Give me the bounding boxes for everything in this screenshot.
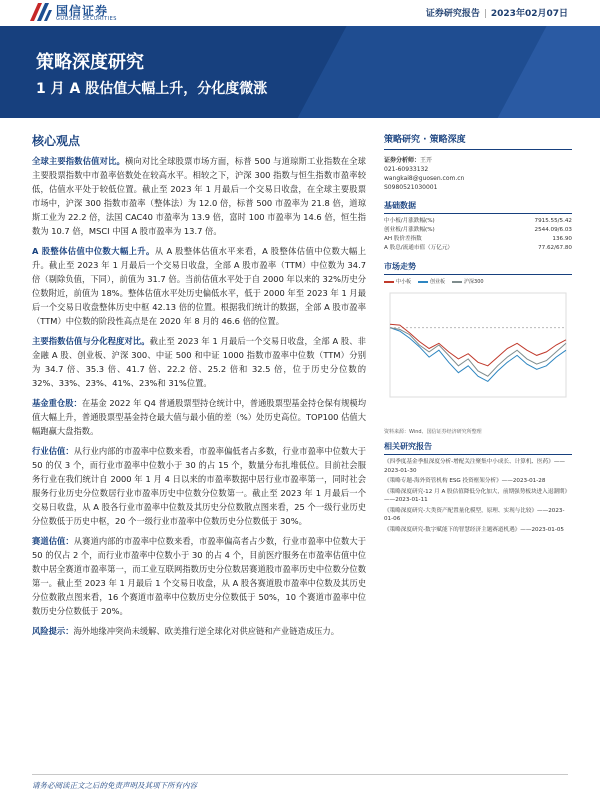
logo-text-en: GUOSEN SECURITIES (56, 16, 117, 22)
series-line-0 (390, 324, 566, 366)
related-report-item[interactable]: 《四季度基金季报深度分析-增配关注聚集中小成长、计算机、医药》——2023-01-30 (384, 459, 566, 474)
related-report-item[interactable]: 《策略专题-海外资管机构 ESG 投资框架分析》——2023-01-28 (384, 478, 546, 484)
report-category-title: 策略深度研究 (36, 52, 144, 73)
market-row: AH 股价差指数 136.90 (384, 236, 572, 242)
paragraph-a-share-valuation: A 股整体估值中位数大幅上升。从 A 股整体估值水平来看，A 股整体估值中位数大幅上升。截止至 2023 年 1 月最后一个交易日收盘，全部 A 股市盈率（TTM）中位数为 34.7 倍（剔除负值，下同），前值为 31.7 倍。当前估值水平处于自 2000 年以来的 32%历史分位数附近，前值为 18%。整体估值水平处历史偏低水平，低于 2000 年至 2023 年 1 月最后一个交易日收盘整体历史中枢 42.13 倍的位置。根据我们统计的数据，全部 A 股市盈率（TTM）中位数的阶段性高点是在 2020 年 8 月的 46.6 倍的位置。 (32, 246, 367, 326)
analyst-info (384, 156, 572, 192)
series-line-2 (390, 328, 566, 377)
market-row: 创业板/月涨跌幅(%) 2544.09/6.03 (384, 227, 572, 233)
side-column (384, 132, 572, 536)
analyst-cert: S0980521030001 (384, 184, 438, 191)
paragraph-fund-holdings: 基金重仓股：在基金 2022 年 Q4 普通股票型持仓统计中，普通股票型基金持仓保有规模均值大幅上升，普通股票型基金持仓最大值与最小值的差（%）处历史高位。TOP100 估值大幅跑赢大盘指数。 (32, 398, 366, 436)
report-date: 2023年02月07日 (490, 9, 568, 19)
related-reports-title: 相关研究报告 (384, 441, 572, 455)
analyst-phone: 021-60933132 (384, 166, 429, 173)
header-bar (0, 0, 600, 26)
column-title: 策略研究 · 策略深度 (384, 132, 572, 150)
paragraph-index-valuation: 主要指数估值与分化程度对比。截止至 2023 年 1 月最后一个交易日收盘，全部 A 股、非金融 A 股、创业板、沪深 300、中证 500 和中证 1000 指数市盈率中位数（TTM）分别为 34.7 倍、35.3 倍、41.7 倍、22.2 倍、25.2 倍和 32.5 倍，位于历史分位数的 32%、33%、23%、41%、23%和 31%位置。 (32, 336, 366, 388)
separator: | (483, 9, 487, 19)
market-row: 中小板/月涨跌幅(%) 7915.55/5.42 (384, 218, 572, 224)
disclaimer-note: 请务必阅读正文之后的免责声明及其项下所有内容 (32, 781, 197, 790)
guosen-logo (30, 1, 146, 23)
market-data-title: 基础数据 (384, 200, 572, 214)
market-trend-title: 市场走势 (384, 261, 572, 275)
legend-item: 沪深300 (452, 278, 484, 285)
trend-chart-svg (384, 287, 572, 407)
report-type-label: 证券研究报告 (425, 9, 480, 19)
logo-text-cn: 国信证券 (56, 4, 109, 18)
paragraph-global-valuation: 全球主要指数估值对比。横向对比全球股票市场方面，标普 500 与道琼斯工业指数在全球主要股票指数中市盈率倍数处在较高水平。相较之下，沪深 300 指数与恒生指数市盈率较低，估值水平处于较低位置。截止至 2023 年 1 月最后一个交易日收盘，在全球主要股票市场中，沪深 300 指数市盈率（整体法）为 12.0 倍，标普 500 市盈率为 21.8 倍，道琼斯工业为 22.2 倍，法国 CAC40 市盈率为 13.9 倍，富时 100 市盈率为 14.6 倍，恒生指数为 10.7 倍，MSCI 中国 A 股市盈率为 13.7 倍。 (32, 156, 366, 236)
market-trend-chart (384, 287, 572, 425)
related-report-item[interactable]: 《策略深度研究-数字赋能下的智慧经济主题赛道机遇》——2023-01-05 (384, 526, 564, 533)
logo-mark-icon (30, 3, 52, 21)
main-column (32, 132, 366, 644)
paragraph-risk-warning: 风险提示：海外地缘冲突尚未缓解、欧美推行逆全球化对供应链和产业链造成压力。 (32, 626, 340, 636)
page-footer (0, 768, 600, 800)
title-banner (0, 26, 600, 118)
chart-source: 资料来源：Wind、国信证券经济研究所整理 (384, 429, 482, 435)
paragraph-industry-valuation: 行业估值：从行业内部的市盈率中位数来看，市盈率偏低者占多数，行业市盈率中位数大于 50 的仅 3 个，而行业市盈率中位数小于 30 的占 15 个，数量分布扎堆低位。目前社会服务行业在我们统计自 2000 年 1 月 4 日以来的市盈率数据中居行业市盈率第一，同时社会服务行业历史分位数居行业市盈率历史中位数分位数第一。截止至 2023 年 1 月最后一个交易日收盘，从 A 股各行业市盈率中位数及其历史分位数散点图来看，25 个一级行业历史分位数低于历史中枢，20 个一级行业市盈率中位数历史分位数低于 30%。 (32, 446, 366, 526)
related-reports-list (384, 458, 572, 534)
report-type (426, 6, 568, 19)
analyst-line: 证券分析师：王开 (384, 157, 433, 164)
core-views-title: 核心观点 (32, 134, 81, 148)
legend-item: 创业板 (418, 278, 445, 285)
chart-frame (390, 293, 566, 397)
footer-divider (32, 774, 568, 775)
chart-legend (384, 278, 572, 285)
analyst-email[interactable]: wangkai8@guosen.com.cn (384, 175, 465, 182)
paragraph-sector-valuation: 赛道估值：从赛道内部的市盈率中位数来看，市盈率偏高者占少数，行业市盈率中位数大于 50 的仅占 2 个，而行业市盈率中位数小于 30 的占 4 个，目前医疗服务在市盈率估值中位数中居全赛道市盈率第一，而工业互联网指数历史分位数居赛道股市盈率历史中位数分位数第一。截止至 2023 年 1 月最后 1 个交易日收盘，从 A 股各赛道股市盈率中位数及其历史分位数散点图来看，16 个赛道市盈率中位数历史分位数低于 50%，10 个赛道市盈率中位数历史分位数低于 20%。 (32, 536, 366, 616)
report-headline: 1 月 A 股估值大幅上升，分化度微涨 (36, 81, 268, 97)
market-row: A 股总/流通市值（万亿元） 77.62/67.80 (384, 245, 572, 251)
related-report-item[interactable]: 《策略深度研究-大类资产配置量化模型，原理、实现与比较》——2023-01-06 (384, 507, 565, 522)
related-report-item[interactable]: 《策略深度研究-12 月 A 股估值降低分化加大，前期强势板块进入退潮期》——2023-01-11 (384, 488, 571, 503)
legend-item: 中小板 (384, 278, 411, 285)
market-data-table (384, 217, 572, 253)
